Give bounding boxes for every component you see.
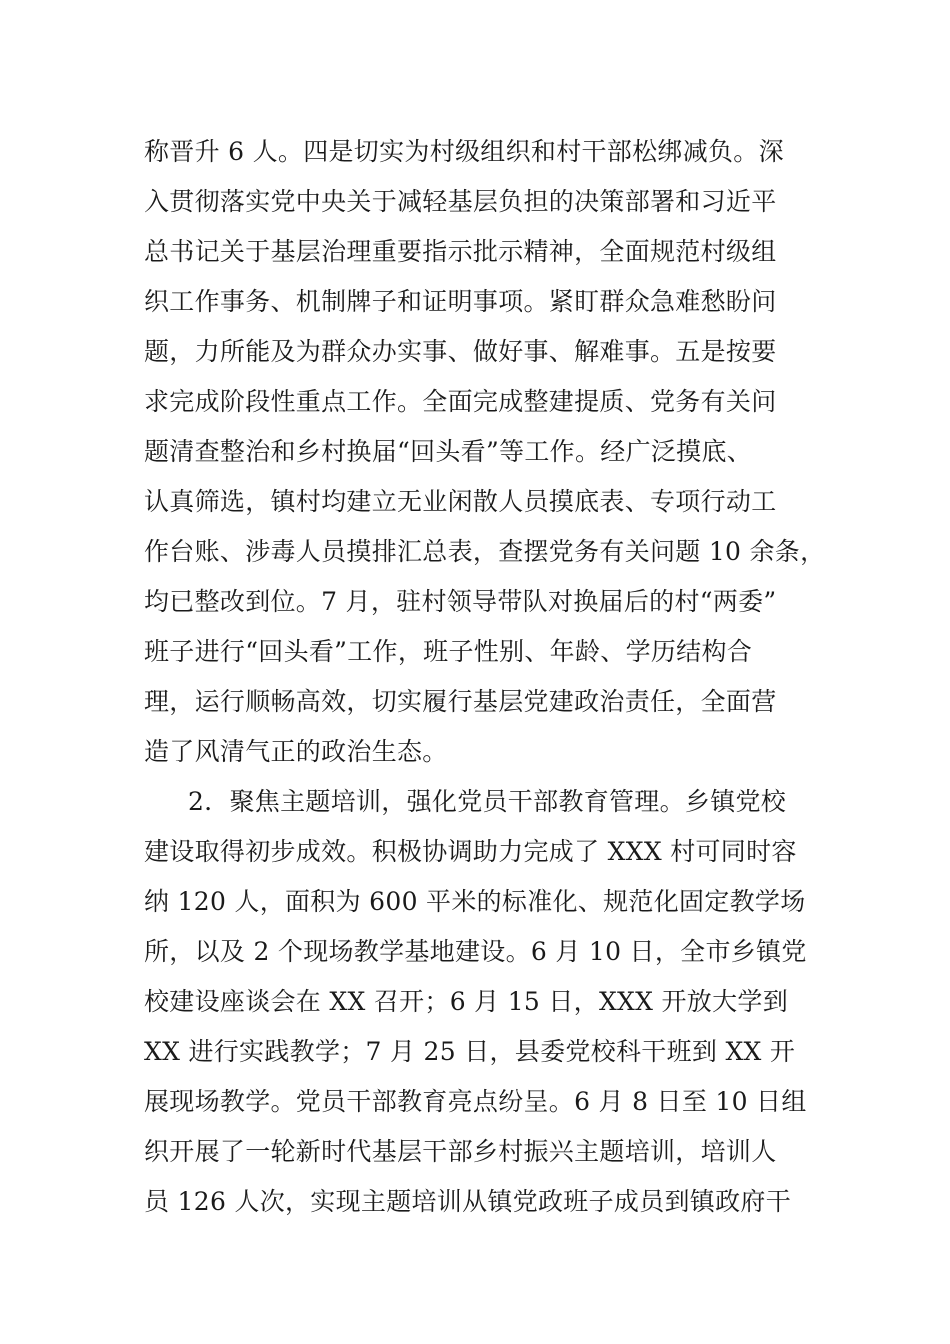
text-line: 入贯彻落实党中央关于减轻基层负担的决策部署和习近平 [144,187,777,216]
text-line: 理，运行顺畅高效，切实履行基层党建政治责任，全面营 [144,687,777,716]
section-heading-line: 2．聚焦主题培训，强化党员干部教育管理。乡镇党校 [188,787,787,816]
text-line: 校建设座谈会在 XX 召开；6 月 15 日，XXX 开放大学到 [144,987,788,1016]
text-line: 织开展了一轮新时代基层干部乡村振兴主题培训，培训人 [144,1137,777,1166]
text-line: 造了风清气正的政治生态。 [144,737,448,766]
text-line: 求完成阶段性重点工作。全面完成整建提质、党务有关问 [144,387,777,416]
text-line: 展现场教学。党员干部教育亮点纷呈。6 月 8 日至 10 日组 [144,1087,807,1116]
text-line: 所，以及 2 个现场教学基地建设。6 月 10 日，全市乡镇党 [144,937,807,966]
text-line: 称晋升 6 人。四是切实为村级组织和村干部松绑减负。深 [144,137,784,166]
text-line: 作台账、涉毒人员摸排汇总表，查摆党务有关问题 10 余条， [144,537,826,566]
text-line: 织工作事务、机制牌子和证明事项。紧盯群众急难愁盼问 [144,287,777,316]
text-line: 认真筛选，镇村均建立无业闲散人员摸底表、专项行动工 [144,487,777,516]
text-line: 题，力所能及为群众办实事、做好事、解难事。五是按要 [144,337,777,366]
text-line: 均已整改到位。7 月，驻村领导带队对换届后的村“两委” [144,587,777,616]
text-line: 总书记关于基层治理重要指示批示精神，全面规范村级组 [144,237,777,266]
text-line: 员 126 人次，实现主题培训从镇党政班子成员到镇政府干 [144,1187,792,1216]
text-line: 班子进行“回头看”工作，班子性别、年龄、学历结构合 [144,637,753,666]
text-line: 建设取得初步成效。积极协调助力完成了 XXX 村可同时容 [144,837,797,866]
text-line: XX 进行实践教学；7 月 25 日，县委党校科干班到 XX 开 [144,1037,796,1066]
text-line: 题清查整治和乡村换届“回头看”等工作。经广泛摸底、 [144,437,753,466]
text-line: 纳 120 人，面积为 600 平米的标准化、规范化固定教学场 [144,887,806,916]
